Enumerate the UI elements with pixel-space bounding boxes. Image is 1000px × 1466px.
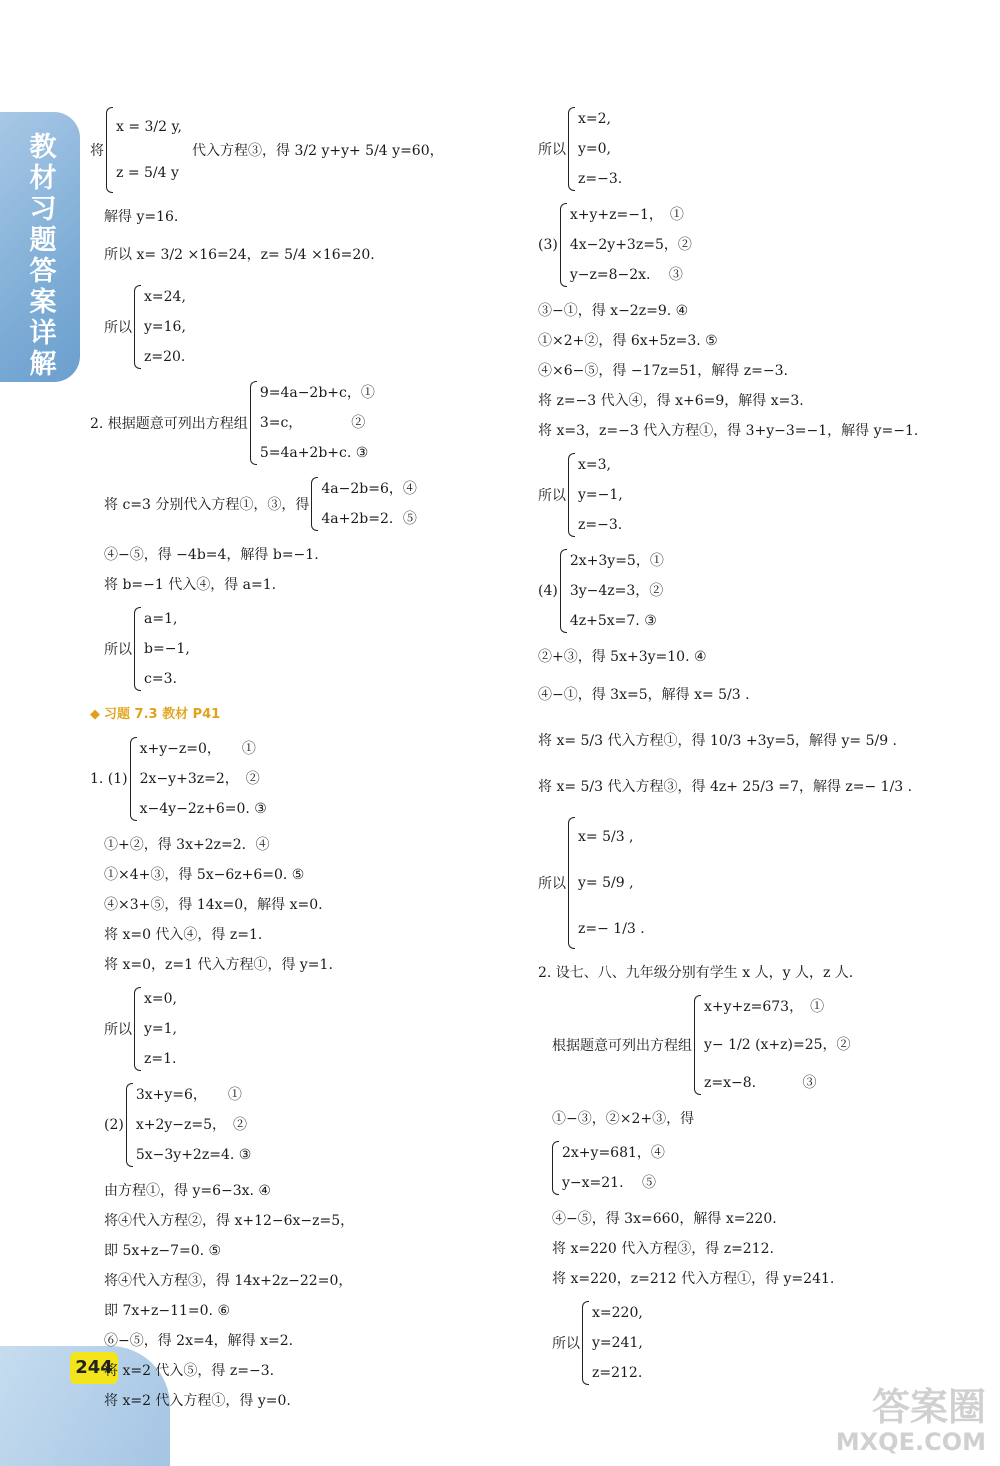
solution-line: ④−⑤，得 3x=660，解得 x=220. (552, 1211, 777, 1227)
equation-line: 4x−2y+3z=5，② (569, 237, 692, 253)
solution-line: 将 x= 5/3 代入方程③，得 4z+ 25/3 =7，解得 z=− 1/3 . (538, 779, 913, 795)
equation-line: 2x+3y=5，① (569, 553, 664, 569)
side-tab-title: 教材习题答案详解 (29, 132, 57, 380)
answer-system (538, 1298, 968, 1388)
equation-line: 2x−y+3z=2， ② (139, 771, 260, 787)
equation-line: y−x=21. ⑤ (562, 1175, 656, 1191)
brace-group (126, 1080, 251, 1170)
solution-line: 所以 x= 3/2 ×16=24，z= 5/4 ×16=20. (104, 247, 375, 263)
solution-line: ⑥−⑤，得 2x=4，解得 x=2. (104, 1333, 294, 1349)
equation-line: y= 5/9 , (578, 875, 634, 891)
side-tab (0, 112, 80, 382)
equation-line: b=−1, (144, 641, 190, 657)
brace-group (560, 200, 692, 290)
system-label: (4) (538, 583, 558, 599)
equation-line: z=−3. (578, 517, 623, 533)
solution-line: ①−③，②×2+③，得 (552, 1111, 695, 1127)
system-label: 1. (1) (90, 771, 128, 787)
brace-group (568, 450, 623, 540)
solution-line: 将 x=2 代入方程①，得 y=0. (104, 1393, 291, 1409)
equation-line: y− 1/2 (x+z)=25，② (704, 1037, 851, 1053)
brace-group (560, 546, 664, 636)
solution-line: 将 x=2 代入⑤，得 z=−3. (104, 1363, 275, 1379)
equation-line: 3x+y=6， ① (135, 1087, 242, 1103)
solution-line: 将 x=220，z=212 代入方程①，得 y=241. (552, 1271, 835, 1287)
equation-line: 4z+5x=7. ③ (569, 613, 657, 629)
watermark-logo-text: 答案圈 (871, 1385, 986, 1429)
system-label: 根据题意可列出方程组 (552, 1038, 692, 1054)
equation-line: z=20. (144, 349, 186, 365)
equation-line: x+y+z=673， ① (704, 999, 825, 1015)
answer-system (538, 814, 968, 952)
solution-line: 将 b=−1 代入④，得 a=1. (104, 577, 277, 593)
equation-line: a=1, (144, 611, 178, 627)
solution-line: 将 x= 5/3 代入方程①，得 10/3 +3y=5，解得 y= 5/9 . (538, 733, 898, 749)
equation-line: x=0, (144, 991, 177, 1007)
brace-group (568, 814, 645, 952)
equation-line: 5=4a+2b+c. ③ (259, 445, 369, 461)
solution-line: ①+②，得 3x+2z=2．④ (104, 837, 270, 853)
equation-line: y=16, (144, 319, 186, 335)
left-column (90, 100, 500, 1416)
equation-line: 5x−3y+2z=4. ③ (135, 1147, 252, 1163)
equation-line: y=0, (578, 141, 611, 157)
equation-system (90, 734, 500, 824)
answer-system (90, 984, 500, 1074)
right-column (538, 100, 968, 1394)
equation-line: y−z=8−2x. ③ (569, 267, 683, 283)
problem-statement: 2. 设七、八、九年级分别有学生 x 人，y 人，z 人. (538, 965, 854, 981)
equation-line: z=−3. (578, 171, 623, 187)
solution-line: 由方程①，得 y=6−3x. ④ (104, 1183, 271, 1199)
solution-line: ④−①，得 3x=5，解得 x= 5/3 . (538, 687, 750, 703)
equation-line: z=x−8. ③ (704, 1075, 817, 1091)
system-suffix: 代入方程③，得 3/2 y+y+ 5/4 y=60， (192, 143, 444, 159)
answer-system (538, 104, 968, 194)
brace-group (134, 282, 186, 372)
solution-line: ④−⑤，得 −4b=4，解得 b=−1. (104, 547, 319, 563)
equation-system (538, 200, 968, 290)
system-label: 所以 (538, 142, 566, 158)
solution-line: 将④代入方程②，得 x+12−6x−z=5， (104, 1213, 355, 1229)
brace-group (694, 992, 851, 1098)
equation-system (538, 546, 968, 636)
equation-line: 3=c， ② (259, 415, 366, 431)
solution-line: 将 z=−3 代入④，得 x+6=9，解得 x=3. (538, 393, 804, 409)
system-label: 2. 根据题意可列出方程组 (90, 416, 248, 432)
brace-group (311, 474, 417, 534)
equation-line: y=−1, (578, 487, 623, 503)
section-title: 习题 7.3 教材 P41 (104, 707, 221, 722)
equation-line: z=− 1/3 . (578, 921, 645, 937)
system-label: 所以 (552, 1336, 580, 1352)
equation-line: 3y−4z=3，② (569, 583, 664, 599)
equation-system (90, 104, 500, 196)
equation-line: x−4y−2z+6=0. ③ (139, 801, 267, 817)
system-label: (2) (104, 1117, 124, 1133)
equation-line: z=212. (592, 1365, 643, 1381)
brace-group (582, 1298, 643, 1388)
solution-line: 将④代入方程③，得 14x+2z−22=0， (104, 1273, 353, 1289)
brace-group (130, 734, 267, 824)
equation-line: 4a+2b=2．⑤ (321, 511, 417, 527)
equation-line: x=24, (144, 289, 186, 305)
watermark-url: MXQE.COM (835, 1428, 986, 1456)
section-heading (90, 700, 500, 730)
brace-group (106, 104, 182, 196)
equation-line: y=1, (144, 1021, 177, 1037)
equation-line: 9=4a−2b+c，① (259, 385, 375, 401)
solution-line: ①×2+②，得 6x+5z=3. ⑤ (538, 333, 718, 349)
equation-line: x= 5/3 , (578, 829, 634, 845)
equation-line: x+y+z=−1， ① (569, 207, 684, 223)
equation-system (90, 474, 500, 534)
page-number: 244 (70, 1352, 118, 1384)
equation-line: x=220, (592, 1305, 643, 1321)
equation-line: z = 5/4 y (116, 165, 179, 181)
equation-line: x+2y−z=5， ② (135, 1117, 248, 1133)
watermark (766, 1386, 986, 1460)
system-label: 所以 (104, 1022, 132, 1038)
answer-system (90, 282, 500, 372)
equation-line: 4a−2b=6，④ (321, 481, 417, 497)
brace-group (250, 378, 375, 468)
equation-system (538, 992, 968, 1098)
system-label: 将 c=3 分别代入方程①，③，得 (104, 497, 310, 513)
solution-line: ④×6−⑤，得 −17z=51，解得 z=−3. (538, 363, 788, 379)
equation-line: z=1. (144, 1051, 177, 1067)
solution-line: 将 x=0，z=1 代入方程①，得 y=1. (104, 957, 333, 973)
brace-group (568, 104, 622, 194)
solution-line: 即 5x+z−7=0. ⑤ (104, 1243, 222, 1259)
solution-line: 解得 y=16. (104, 209, 179, 225)
system-label: 所以 (104, 642, 132, 658)
equation-line: x+y−z=0， ① (139, 741, 256, 757)
equation-system (90, 378, 500, 468)
answer-system (538, 450, 968, 540)
solution-line: 将 x=220 代入方程③，得 z=212. (552, 1241, 774, 1257)
equation-system (90, 1080, 500, 1170)
solution-line: 将 x=0 代入④，得 z=1. (104, 927, 263, 943)
system-label: 所以 (104, 320, 132, 336)
equation-line: y=241, (592, 1335, 643, 1351)
solution-line: ③−①，得 x−2z=9. ④ (538, 303, 689, 319)
equation-line: c=3. (144, 671, 177, 687)
brace-group (134, 604, 190, 694)
system-label: 所以 (538, 876, 566, 892)
equation-line: x=3, (578, 457, 611, 473)
system-label: 所以 (538, 488, 566, 504)
solution-line: ④×3+⑤，得 14x=0，解得 x=0. (104, 897, 323, 913)
answer-system (90, 604, 500, 694)
equation-line: 2x+y=681，④ (562, 1145, 665, 1161)
solution-line: ①×4+③，得 5x−6z+6=0. ⑤ (104, 867, 305, 883)
diamond-icon: ◆ (90, 707, 100, 722)
solution-line: ②+③，得 5x+3y=10. ④ (538, 649, 707, 665)
equation-line: x=2, (578, 111, 611, 127)
system-label: 将 (90, 143, 104, 159)
solution-line: 将 x=3，z=−3 代入方程①，得 3+y−3=−1，解得 y=−1. (538, 423, 919, 439)
equation-line: x = 3/2 y, (116, 119, 183, 135)
brace-group (552, 1138, 665, 1198)
system-label: (3) (538, 237, 558, 253)
brace-group (134, 984, 177, 1074)
solution-line: 即 7x+z−11=0. ⑥ (104, 1303, 230, 1319)
equation-system (538, 1138, 968, 1198)
